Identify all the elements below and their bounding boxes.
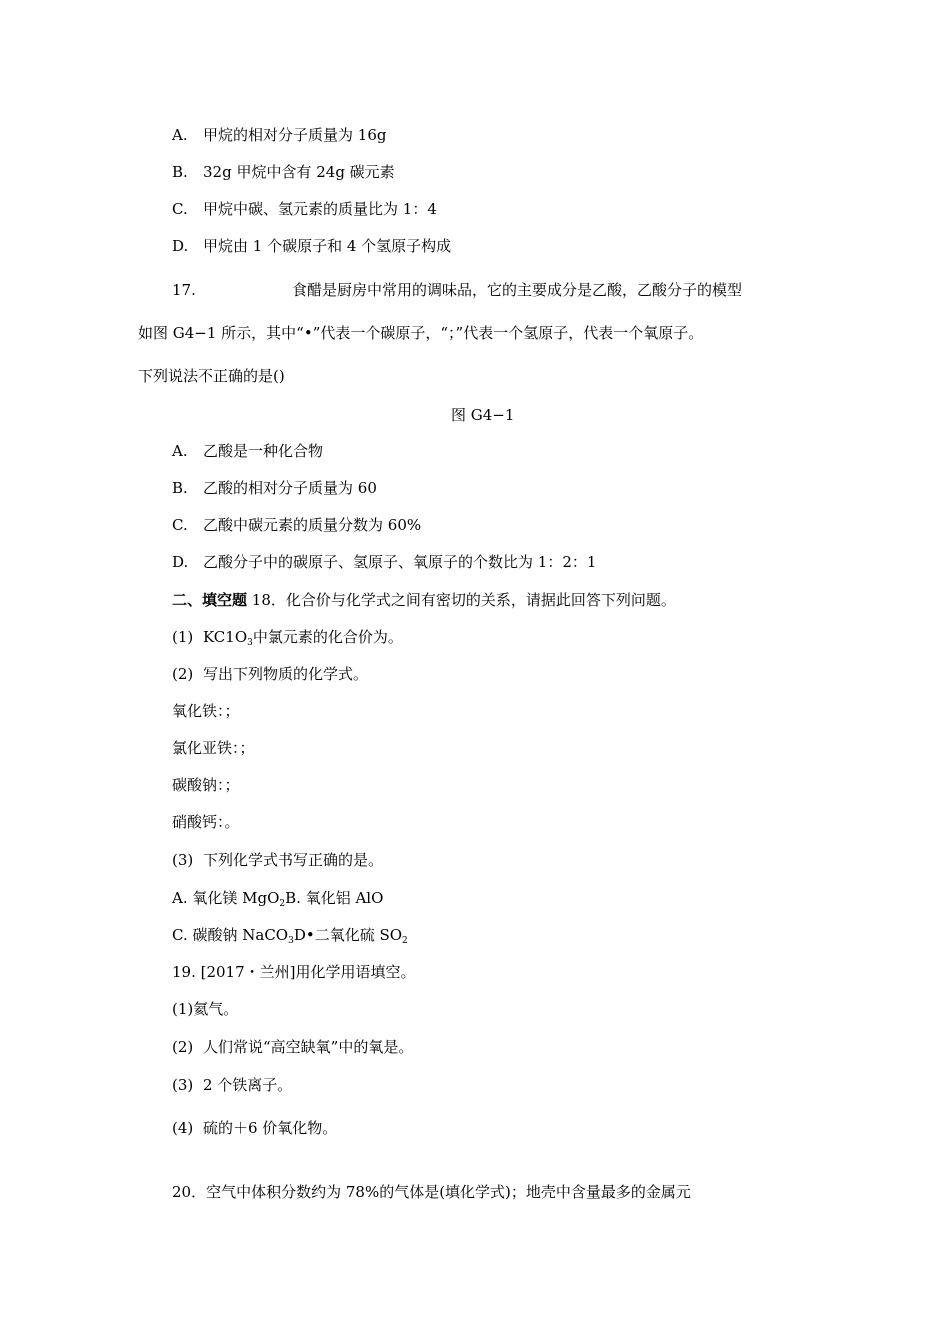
section-heading-line xyxy=(172,590,676,610)
section-heading: 二、填空题 xyxy=(172,591,248,609)
q16-option-a: A. 甲烷的相对分子质量为 16g xyxy=(172,126,387,144)
q18-part3: (3) 下列化学式书写正确的是。 xyxy=(172,851,384,869)
q18-part2: (2) 写出下列物质的化学式。 xyxy=(172,665,369,683)
q17-stem-line2: 如图 G4−1 所示，其中“•”代表一个碳原子，“；”代表一个氢原子，代表一个氧原子。 xyxy=(138,324,704,342)
q18-item-iron-oxide: 氧化铁：； xyxy=(172,702,240,720)
q17-option-a: A. 乙酸是一种化合物 xyxy=(172,442,324,460)
q18-options-ab: A. 氧化镁 MgO$_2$B. 氧化铝 AlO xyxy=(172,889,384,909)
q18-item-calcium-nitrate: 硝酸钙：。 xyxy=(172,813,240,831)
q16-option-c: C. 甲烷中碳、氢元素的质量比为 1：4 xyxy=(172,200,437,218)
q20-text: 20．空气中体积分数约为 78%的气体是(填化学式)；地壳中含量最多的金属元 xyxy=(172,1183,691,1201)
q18-item-sodium-carbonate: 碳酸钠：； xyxy=(172,776,240,794)
q19-part4: (4) 硫的＋6 价氧化物。 xyxy=(172,1119,338,1137)
q18-part1: (1) $KC1O_3$中氯元素的化合价为。 xyxy=(172,628,403,648)
q17-option-b: B. 乙酸的相对分子质量为 60 xyxy=(172,479,377,497)
q19-intro: 19. [2017・兰州]用化学用语填空。 xyxy=(172,963,416,981)
q17-option-d: D. 乙酸分子中的碳原子、氢原子、氧原子的个数比为 1：2：1 xyxy=(172,553,597,571)
q18-intro: 18．化合价与化学式之间有密切的关系，请据此回答下列问题。 xyxy=(247,591,676,609)
q19-part1: (1)氦气。 xyxy=(172,1000,239,1018)
q18-options-cd: C. 碳酸钠 NaCO$_3$D•二氧化硫 $SO_2$ xyxy=(172,926,408,946)
figure-caption: 图 G4−1 xyxy=(451,406,515,424)
q19-part2: (2) 人们常说“高空缺氧”中的氧是。 xyxy=(172,1038,414,1056)
q18-item-ferrous-chloride: 氯化亚铁：； xyxy=(172,739,255,757)
q16-option-b: B. 32g 甲烷中含有 24g 碳元素 xyxy=(172,163,395,181)
q16-option-d: D. 甲烷由 1 个碳原子和 4 个氢原子构成 xyxy=(172,237,452,255)
q17-number: 17. xyxy=(172,281,196,299)
q17-option-c: C. 乙酸中碳元素的质量分数为 60% xyxy=(172,516,422,534)
q17-stem-line3: 下列说法不正确的是() xyxy=(138,367,285,385)
q17-stem-line1: 食醋是厨房中常用的调味品，它的主要成分是乙酸，乙酸分子的模型 xyxy=(292,281,743,299)
q19-part3: (3) 2 个铁离子。 xyxy=(172,1076,293,1094)
